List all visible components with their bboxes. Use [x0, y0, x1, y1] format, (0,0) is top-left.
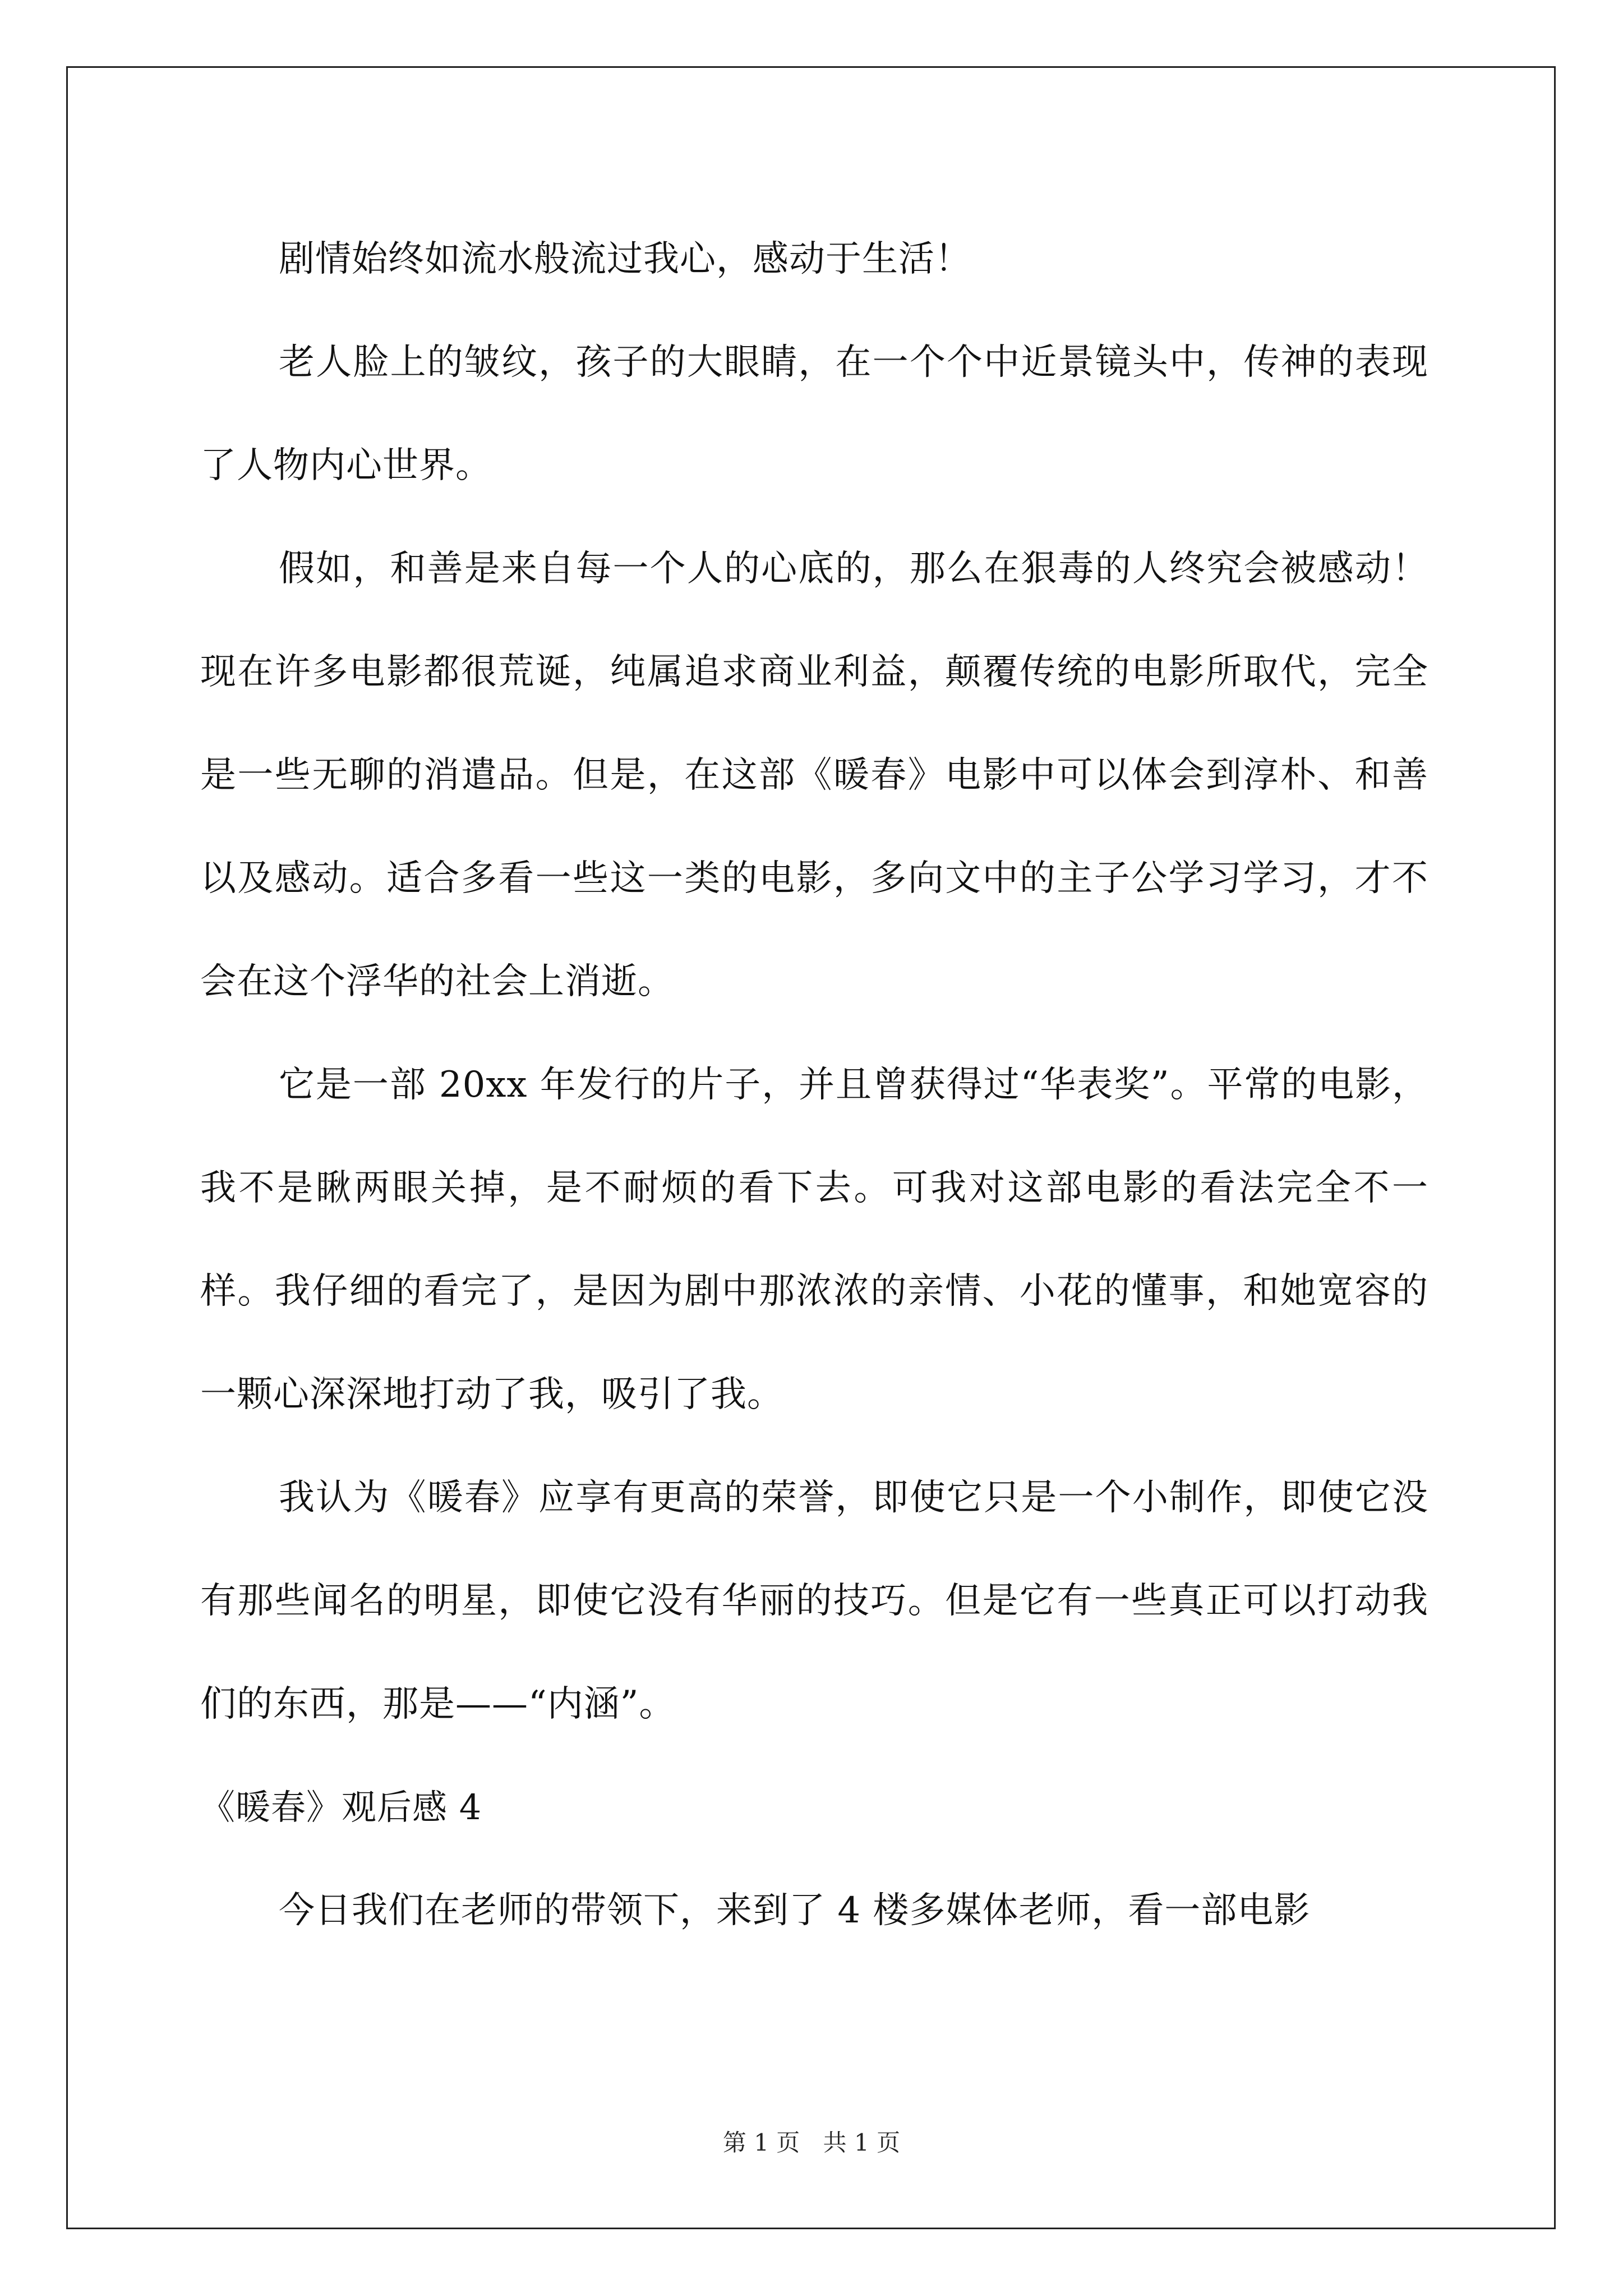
page-total: 共 1 页 [823, 2129, 901, 2156]
paragraph: 它是一部 20xx 年发行的片子，并且曾获得过“华表奖”。平常的电影，我不是瞅两眼关掉，是不耐烦的看下去。可我对这部电影的看法完全不一样。我仔细的看完了，是因为剧中那浓浓的亲情、小花的懂事，和她宽容的一颗心深深地打动了我，吸引了我。 [200, 1064, 1428, 1415]
paragraph: 剧情始终如流水般流过我心，感动于生活！ [279, 238, 971, 280]
page-footer [0, 2126, 1623, 2160]
paragraph: 我认为《暖春》应享有更高的荣誉，即使它只是一个小制作，即使它没有那些闻名的明星，即使它没有华丽的技巧。但是它有一些真正可以打动我们的东西，那是——“内涵”。 [200, 1477, 1428, 1725]
paragraph: 老人脸上的皱纹，孩子的大眼睛，在一个个中近景镜头中，传神的表现了人物内心世界。 [200, 342, 1428, 486]
paragraph: 今日我们在老师的带领下，来到了 4 楼多媒体老师，看一部电影 [279, 1890, 1311, 1931]
section-heading: 《暖春》观后感 4 [200, 1787, 482, 1828]
document-body [200, 208, 1428, 1962]
page-number: 第 1 页 [722, 2129, 800, 2156]
paragraph: 假如，和善是来自每一个人的心底的，那么在狠毒的人终究会被感动！现在许多电影都很荒诞，纯属追求商业利益，颠覆传统的电影所取代，完全是一些无聊的消遣品。但是，在这部《暖春》电影中可以体会到淳朴、和善以及感动。适合多看一些这一类的电影，多向文中的主子公学习学习，才不会在这个浮华的社会上消逝。 [200, 548, 1428, 1002]
